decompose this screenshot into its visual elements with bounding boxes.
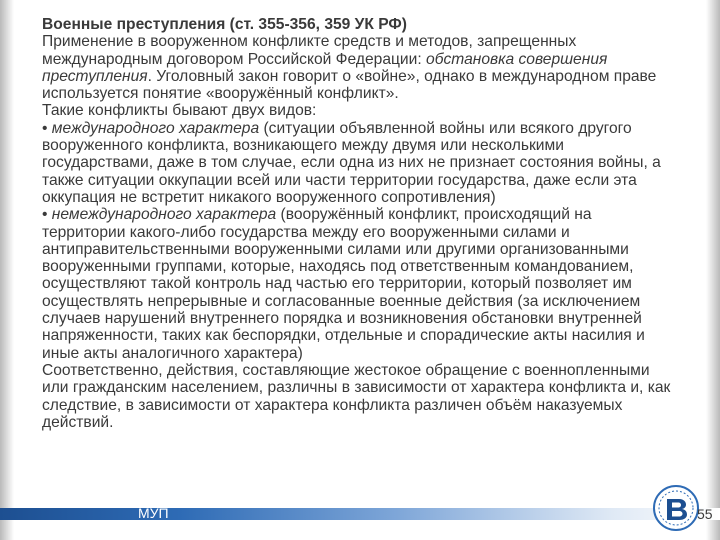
bullet-non-international xyxy=(42,206,672,362)
bullet-text: (вооружённый конфликт, происходящий на территории какого-либо государства между его вооруженными силами и антиправительственными вооруженными силами или другими организованными вооруженными группами, которые, находясь под ответственным командованием, осуществляют такой контроль над частью его территории, который позволяет им осуществлять непрерывные и согласованные военные действия (за исключением случаев нарушений внутреннего порядка и возникновения обстановки внутренней напряженности, таких как беспорядки, отдельные и спорадические акты насилия и иные акты аналогичного характера) xyxy=(42,206,645,362)
paragraph-conclusion: Соответственно, действия, составляющие жестокое обращение с военнопленными или гражданским населением, различны в зависимости от характера конфликта и, как следствие, в зависимости от характера конфликта различен объём наказуемых действий. xyxy=(42,361,671,431)
hse-university-logo-icon xyxy=(652,484,700,532)
left-edge-shadow xyxy=(0,0,14,540)
bullet-marker: • xyxy=(42,206,52,224)
page-number: 55 xyxy=(697,506,713,522)
bullet-marker: • xyxy=(42,119,52,137)
bullet-heading: немеждународного характера xyxy=(51,206,277,224)
paragraph-types-intro: Такие конфликты бывают двух видов: xyxy=(42,102,317,120)
bullet-text: (ситуации объявленной войны или всякого другого вооруженного конфликта, возникающего между двумя или несколькими государствами, даже в том случае, если одна из них не признает состояния войны, а также ситуации оккупации всей или части территории государства, даже если эта оккупация не встретит никакого вооруженного сопротивления) xyxy=(42,119,661,206)
emphasis-text: обстановка совершения преступления xyxy=(42,50,608,85)
bullet-heading: международного характера xyxy=(51,119,260,137)
slide-body xyxy=(42,16,672,431)
bullet-international xyxy=(42,120,672,206)
paragraph-text: Применение в вооруженном конфликте средств и методов, запрещенных международным договором Российской Федерации: xyxy=(42,33,577,68)
right-edge-shadow xyxy=(706,0,720,540)
paragraph-text: . Уголовный закон говорит о «войне», однако в международном праве используется понятие «вооружённый конфликт». xyxy=(42,67,657,103)
footer-label: МУП xyxy=(138,505,169,521)
paragraph-application xyxy=(42,33,672,102)
footer-bar xyxy=(0,508,720,520)
slide-title: Военные преступления (ст. 355-356, 359 УК РФ) xyxy=(42,16,407,33)
